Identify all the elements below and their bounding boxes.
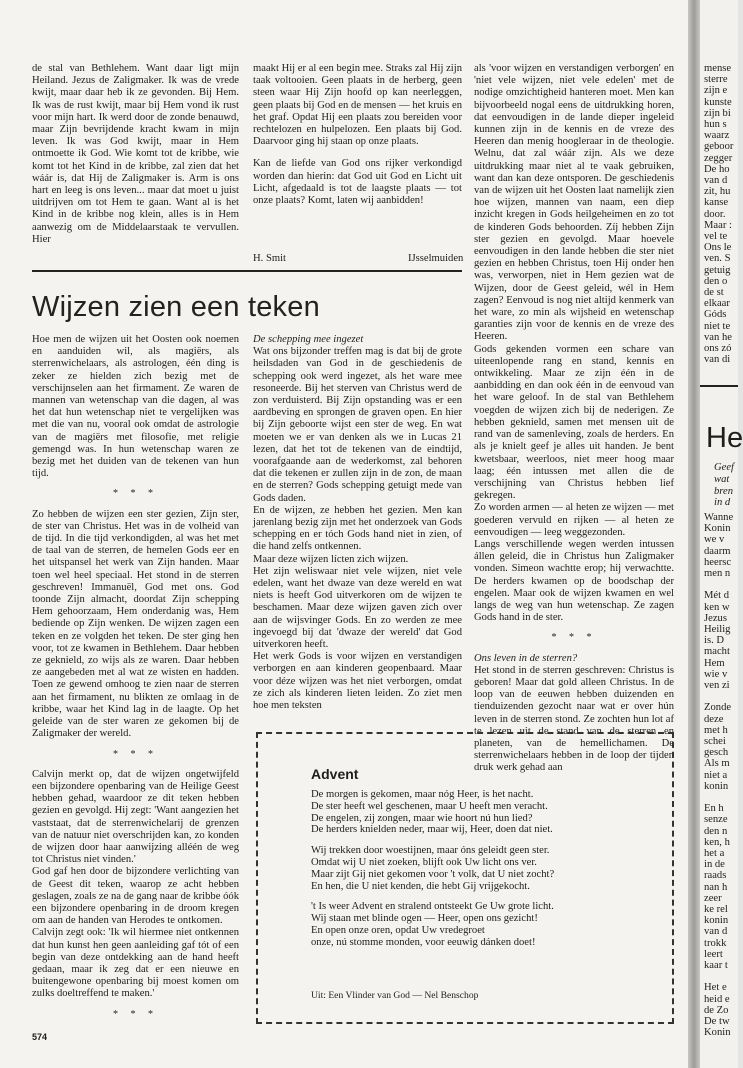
next-page-line: Góds <box>704 309 727 321</box>
next-page-line: Konin <box>704 523 731 535</box>
poem-body <box>311 789 651 949</box>
top-column-1 <box>32 63 239 246</box>
next-page-line: leert <box>704 948 723 960</box>
next-page-line: zegger <box>704 152 733 164</box>
next-page-line: van he <box>704 331 732 343</box>
next-page-line: Hem <box>704 657 725 669</box>
col2-text-b: En de wijzen, ze hebben het gezien. Men kan jarenlang bezig zijn met het onderzoek van Gods schepping en er tóch Gods hand niet in zien, of die hand zelfs ontkennen. <box>253 504 462 553</box>
next-page-line: is. D <box>704 635 725 647</box>
next-page-line: niet a <box>704 769 728 781</box>
author-place: IJsselmuiden <box>408 253 464 264</box>
next-page-line: van d <box>704 175 728 186</box>
next-page-line: zeer <box>704 892 722 904</box>
poem-line: 't Is weer Advent en stralend ontsteekt Ge Uw grote licht. <box>311 901 554 913</box>
page-number: 574 <box>32 1032 48 1042</box>
next-page-line: Mét d <box>704 590 730 602</box>
next-page-line: zijn bi <box>704 107 731 119</box>
next-page-line: trokk <box>704 937 727 949</box>
col3-text-e: Het stond in de sterren geschreven: Christus is geboren! Maar dat gold alleen Christus. In de loop van de eeuwen hebben duizenden en tienduizenden gezocht naar wat er over hún leven in de sterren stond. Ze zochten hun lot af te lezen uit de stand van de sterren en planeten, van de hemellichamen. De sterrenwichelaars hebben in de loop der tijden druk werk gehad aan <box>474 664 674 774</box>
next-page-line: we v <box>704 534 725 546</box>
next-page-line: elkaar <box>704 298 730 310</box>
article-column-1 <box>32 334 239 1029</box>
next-page-line: in d <box>714 497 731 509</box>
poem-source: Uit: Een Vlinder van God — Nel Benschop <box>311 990 479 1001</box>
poem-title: Advent <box>311 766 359 782</box>
next-page-line: kanse <box>704 197 729 209</box>
poem-line: De herders knielden neder, maar wij, Heer, doen dat niet. <box>311 824 553 836</box>
next-page-line: Maar : <box>704 219 732 231</box>
poem-line: De morgen is gekomen, maar nóg Heer, is het nacht. <box>311 789 534 800</box>
next-page-line: ken, h <box>704 836 730 848</box>
top-text-2b: Kan de liefde van God ons rijker verkondigd worden dan hierin: dat God uit God en Licht uit Licht, afgedaald is tot de laagste plaats — tot onze plaats? Komt, laten wij aanbidden! <box>253 158 462 207</box>
next-page-line: wat <box>714 473 730 485</box>
next-page-line: De tw <box>704 1016 730 1027</box>
next-page-line: getuig <box>704 264 731 276</box>
col1-text-d: God gaf hen door de bijzondere verlichting van de Geest dit teken, waarop ze acht hebben geslagen, zoals ze na de gang naar de kribbe óók een bijzondere openbaring in de droom kregen om aan de handen van Herodes te ontkomen. <box>32 866 239 927</box>
next-page-line: kunste <box>704 96 732 108</box>
section-divider: * * * <box>551 632 597 644</box>
next-page-line: schei <box>704 736 726 747</box>
next-page-line: de Zo <box>704 1004 729 1016</box>
next-page-line: zit, hu <box>704 186 731 198</box>
poem-line: De engelen, zij zongen, maar wie hoort nú hun lied? <box>311 812 533 824</box>
next-page-line: geboor <box>704 141 734 153</box>
col1-text-b: Zo hebben de wijzen een ster gezien, Zijn ster, de ster van Christus. Het was in de volheid van de tijd. In die tijd verkondigden, al was het met de taal van de sterren, de hemelen Gods eer en het uitspansel het werk van Zijn handen. Maar toen wel heel speciaal. Het stond in de sterren geschreven! Immanuël, God met ons. God toonde Zijn almacht, doordat Zijn schepping Hem gehoorzaam, Hem onderdanig was, Hem bediende op Zijn wenken. De wijzen zagen een teken en ze volgden het teken. De ster ging hen voor, tot ze kwamen in Bethlehem. Daar hebben ze geknield, zo wijs als ze waren. Daar hebben ze aangebeden met al wat ze wisten en hadden. Toen ze gewend omhoog te zien naar de sterren aan het firmament, nu blikten ze omlaag in de kribbe, waar het Kind lag in de laagte. Op het geleide van de ster waren ze gekomen bij de Zaligmaker der wereld. <box>32 508 239 740</box>
next-page-line: Konin <box>704 1027 731 1039</box>
next-page-line: heid e <box>704 993 730 1005</box>
col2-text-d: Het zijn weliswaar niet vele wijzen, niet vele edelen, want het dwaze van deze wereld en wat niets is heeft God uitverkoren om de wijzen te beschamen. Maar deze wijzen gaven zich over aan de wijsvinger Gods. En zo werden ze mee ingevoegd bij dat 'dwaze der wereld' dat God uitverkoren heeft. <box>253 565 462 651</box>
top-text-2: maakt Hij er al een begin mee. Straks zal Hij zijn taak voltooien. Geen plaats in de herberg, geen steen waar Hij Zijn hoofd op kan neerleggen, geen plaats bij God en de mensen — het kruis en het graf. Opdat Hij een plaats zou bereiden voor rechtelozen en hulpelozen. Een plaats bij God. Daarvoor ging hij staan op onze plaats. <box>253 63 462 148</box>
col2-text-a: Wat ons bijzonder treffen mag is dat bij de grote heilsdaden van God in de geschiedenis de schepping ook werd ingezet, als het ware mee resoneerde. Bij het sterven van Christus werd de zon verduisterd. Bij Zijn opstanding was er een aardbeving en sprongen de graven open. En hier bij Zijn geboorte wijst een ster de weg. En wat moeten we er van denken als we in Lucas 21 lezen, dat het tot de tekenen van de eindtijd, voorafgaande aan de wederkomst, zal behoren dat die tekenen er zullen zijn in de zon, de maan en de sterren? Gods schepping getuigt mede van Gods daden. <box>253 346 462 504</box>
next-page-line: in de <box>704 859 725 871</box>
col1-text-a: Hoe men de wijzen uit het Oosten ook noemen en aanduiden wil, als magiërs, als sterrenwichelaars, als astrologen, één ding is zeker ze hielden zich bezig met de verschijnselen aan het firmament. Ze waren de mannen van wetenschap van die dagen, al was het dat hun wetenschap niet te vergelijken was met die van nu, vooral ook omdat de astrologie van de magiërs met filosofie, met religie gemengd was. In hun wetenschap waren ze bezig met het duiden van de tekenen van hun tijd. <box>32 334 239 480</box>
next-page-line: wie v <box>704 668 728 680</box>
col3-text-d: Langs verschillende wegen werden intussen állen geleid, die in Christus hun Zaligmaker vonden. Simeon wachtte erop; hij verwachtte. De herders kwamen op de boodschap der engelen. Maar ook de wijzen kwamen en wel langs de weg van hun wetenschap. Ze zagen Gods hand in de ster. <box>474 538 674 624</box>
next-page-line: Heilig <box>704 624 731 635</box>
section-divider: * * * <box>113 488 158 500</box>
poem-line: Wij trekken door woestijnen, maar óns geleidt geen ster. <box>311 845 550 857</box>
next-page-line: van d <box>704 926 728 938</box>
poem-line: En open onze oren, opdat Uw vredegroet <box>311 924 485 936</box>
next-page-line: Als m <box>704 758 730 770</box>
poem-line: Wij staan met blinde ogen — Heer, open ons gezicht! <box>311 913 538 925</box>
next-page-line: deze <box>704 713 724 725</box>
next-page-line: raads <box>704 870 727 882</box>
next-page-line: van di <box>704 354 731 366</box>
next-page-line: ons zó <box>704 343 732 354</box>
poem-line: De ster heeft wel geschenen, maar U heeft men veracht. <box>311 800 548 812</box>
poem-line: Maar zijt Gij niet gekomen voor 't volk, dat U niet zocht? <box>311 868 555 880</box>
section-divider: * * * <box>113 1008 158 1020</box>
next-page-line: ke rel <box>704 904 728 915</box>
subheading-schepping: De schepping mee ingezet <box>253 334 364 345</box>
top-text-1: de stal van Bethlehem. Want daar ligt mijn Heiland. Jezus de Zaligmaker. Ik was de vrede kwijt, maar daar heb ik ze gevonden. Bij Hem. Ik was de rust kwijt, maar bij Hem vond ik rust voor mijn hart. Ik werd door de zonde benauwd, maar Zijn bevrijdende kracht kwam in mijn leven. Ik was God kwijt, maar in Hem ontmoette ik God. Wie komt tot de kribbe, wie komt tot het Kind in de kribbe, zal zien dat het wáár is, dat Hij de Zaligmaker is. Arm is ons hart en leeg is ons leven... maar dat moet u juist uitdrijven om tot Hem te gaan. Want al is het Kind in de kribbe nog klein, alles is in Hem aanwezig om de Middelaarstaak te vervullen. Hier <box>32 63 239 245</box>
section-divider: * * * <box>113 748 158 760</box>
col3-text-a: als 'voor wijzen en verstandigen verborgen' en 'niet vele wijzen, niet vele edelen' met de nodige omzichtigheid hanteren moet. Men kan bijvoorbeeld nogal eens de uitdrukking horen, dat eenvoudigen in de lande dieper ingeleid kunnen zijn in de kennis en de vreze des Heeren dan menig hoogleraar in de theologie. Welnu, dat zal wáár zijn. Als we deze uitdrukking maar niet al te vaak gebruiken, want dan kan deze ontsporen. De geschiedenis van de wijzen uit het Oosten laat namelijk zien hoe wijzen, mannen van naam, een diep inzicht kregen in Gods heilgeheimen en zo tot de kinderen Gods behoorden. Zíj hebben Zijn ster gezien en gevolgd. Maar hoevele eenvoudigen in den lande hebben die ster niet gezien en hebben Christus, toen Hij onder hen was, verworpen, niet in Hem gezien wat de Wijzen, door de Geest geleid, wél in Hem zagen? Eenvoud is nog niet altijd kenmerk van het ware, zo min als wijsheid en wetenschap garanties zijn voor de kennis en de vreze des Heeren. <box>474 63 674 343</box>
next-page-line: kaar t <box>704 960 728 971</box>
next-page-line: den o <box>704 275 728 287</box>
next-page-line: ven. S <box>704 253 731 265</box>
top-column-2 <box>253 63 462 207</box>
subheading-ons-leven: Ons leven in de sterren? <box>474 652 578 664</box>
next-page-line: niet te <box>704 320 731 332</box>
author-name: H. Smit <box>253 253 286 264</box>
book-gutter <box>688 0 700 1068</box>
next-page-line: met h <box>704 724 728 736</box>
next-page-line: het a <box>704 848 725 859</box>
next-page-line: waarz <box>704 130 730 142</box>
col1-text-c: Calvijn merkt op, dat de wijzen ongetwijfeld een bijzondere openbaring van de Heilige Geest hebben gehad, waardoor ze dit teken hebben gezien en gevolgd. Hij zegt: 'Want aangezien het vaststaat, dat de sterrenwichelarij de grenzen van de natuur niet overschrijden kan, zo konden de wijzen door haar aanwijzing alléén de weg tot Christus niet vinden.' <box>32 768 239 866</box>
next-page-line: sterre <box>704 74 728 86</box>
next-page-line: vel te <box>704 231 728 242</box>
article-column-3 <box>474 63 674 775</box>
poem-line: En hen, die U niet kenden, die hebt Gij vrijgekocht. <box>311 880 530 892</box>
next-page-line: De ho <box>704 163 730 175</box>
next-page-line: Het e <box>704 982 727 994</box>
next-page-line: gesch <box>704 747 729 759</box>
next-page-line: konin <box>704 915 729 927</box>
next-page-line: mense <box>704 63 732 74</box>
next-page-headline: He <box>706 422 743 454</box>
next-page-line: den n <box>704 825 728 837</box>
col1-text-e: Calvijn zegt ook: 'Ik wil hiermee niet ontkennen dat hun kunst hen geen aanleiding gaf tót of een begin van deze ontdekking aan de hand heeft gedaan, maar ik zeg dat er een nieuwe en buitengewone openbaring bij moest komen om zulks doeltreffend te maken.' <box>32 927 239 1000</box>
poem-line: onze, nú stomme monden, voor eeuwig dánken doet! <box>311 936 536 948</box>
col3-text-b: Gods gekenden vormen een schare van uiteenlopende rang en stand, kennis en ontwikkeling. Maar ze zijn één in de aanbidding en dan ook één in de eenvoud van het ware geloof. In de stal van Bethlehem voegden de wijzen zich bij de nederigen. Ze hebben geknield, samen met mensen uit de rand van de samenleving, zoals de herders. En als je knielt geef je alles uit handen. Je bent kwetsbaar, weerloos, niet meer hoog maar laag; één intussen met allen die de verschijning van Christus hebben lief gekregen. <box>474 343 674 502</box>
next-page-line: Ons le <box>704 242 732 254</box>
next-page-line: ken w <box>704 601 730 613</box>
next-page-line: macht <box>704 646 730 658</box>
next-page-line: Zonde <box>704 702 732 714</box>
next-page-line: Geef <box>714 462 734 473</box>
next-page-line: heersc <box>704 556 732 568</box>
next-page-line: bren <box>714 485 734 497</box>
col2-text-e: Het werk Gods is voor wijzen en verstandigen verborgen en aan kinderen geopenbaard. Maar voor déze wijzen was het niet verborgen, omdat ze zich als kinderen lieten leiden. Zo ziet men hoe men teksten <box>253 651 462 712</box>
col3-text-c: Zo worden armen — al heten ze wijzen — met goederen vervuld en rijken — al heten ze eenvoudigen — leeg weggezonden. <box>474 502 674 538</box>
next-page-line: door. <box>704 208 726 220</box>
next-page-line: Wanne <box>704 512 734 523</box>
col2-text-c: Maar deze wijzen lícten zich wijzen. <box>253 553 409 565</box>
next-page-line: de st <box>704 287 724 298</box>
next-page-line: ven zi <box>704 680 730 691</box>
article-title: Wijzen zien een teken <box>32 291 320 323</box>
next-page-line: senze <box>704 814 728 826</box>
next-page-line: nan h <box>704 881 728 893</box>
article-column-2 <box>253 334 462 712</box>
next-page-line: daarm <box>704 545 731 557</box>
poem-line: Omdat wij U niet zoeken, blijft ook Uw licht ons ver. <box>311 856 537 868</box>
next-page-line: men n <box>704 568 731 579</box>
section-rule <box>32 270 462 272</box>
next-page-line: konin <box>704 780 729 792</box>
next-page-line: hun s <box>704 119 727 130</box>
next-page-line: Jezus <box>704 612 727 624</box>
next-page-line: En h <box>704 803 724 815</box>
magazine-page-right <box>700 0 743 1068</box>
next-page-line: zijn e <box>704 85 728 97</box>
next-page-rule <box>700 385 738 387</box>
